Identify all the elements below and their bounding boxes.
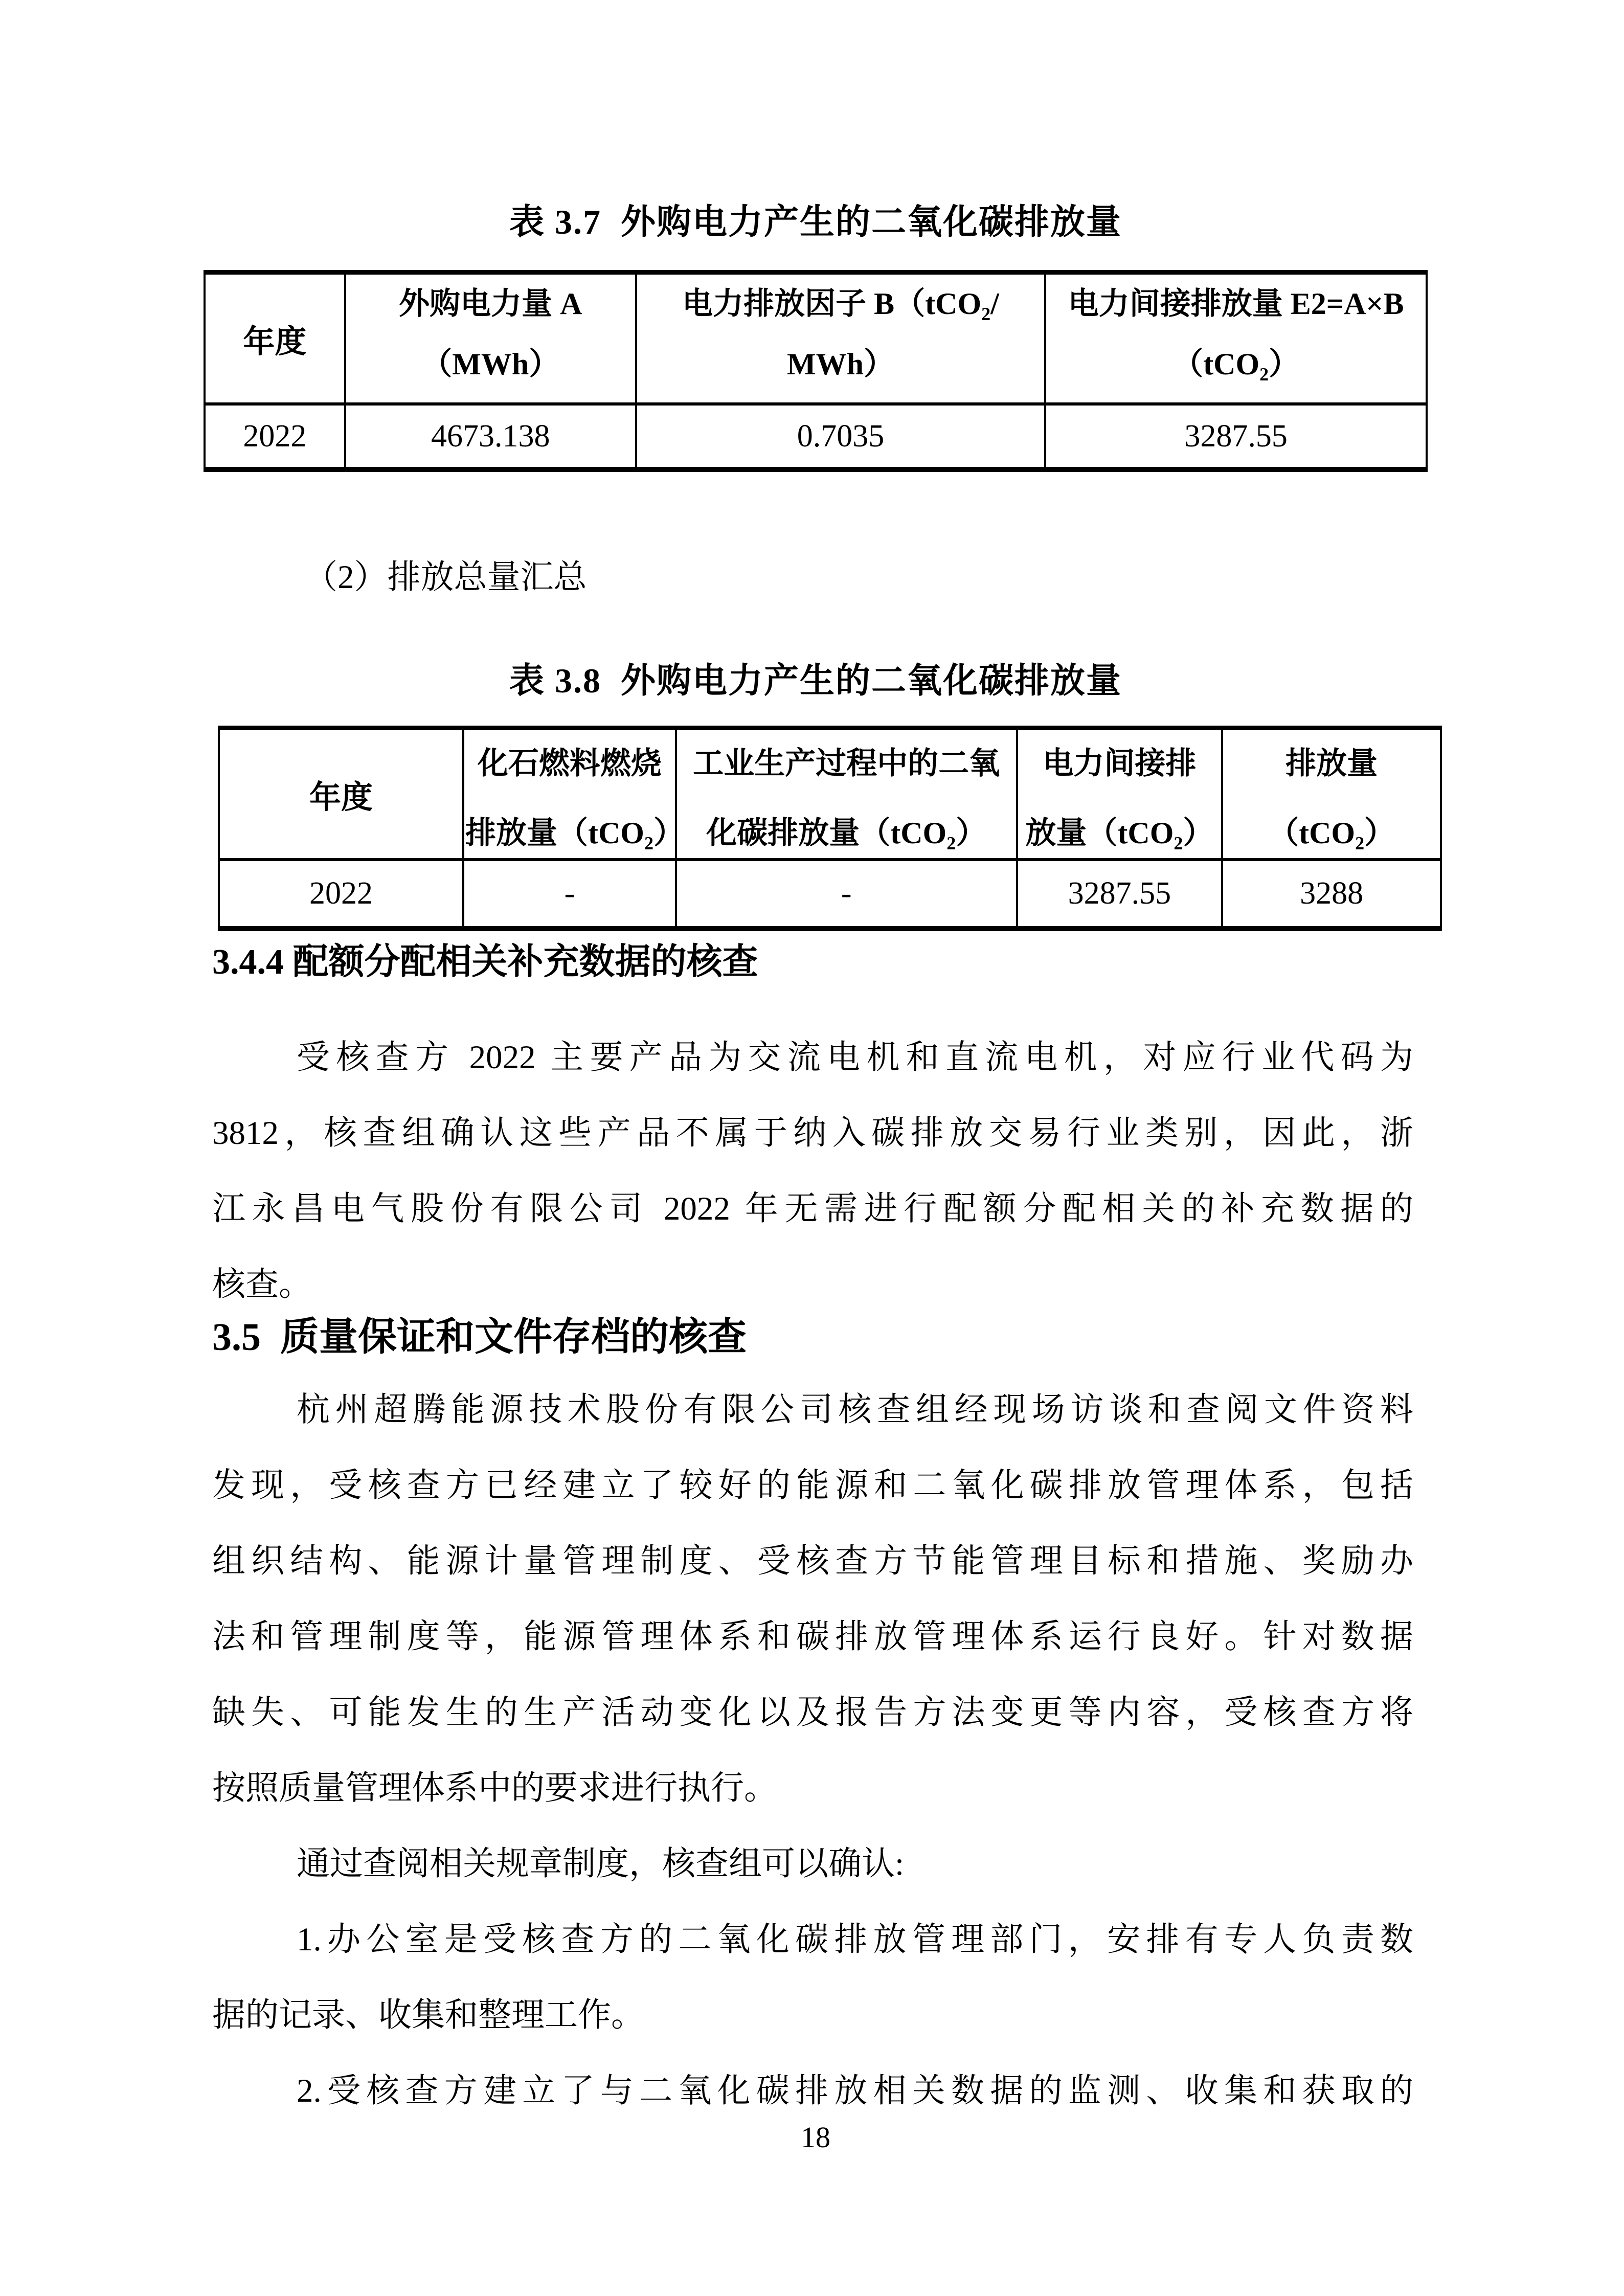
- paragraph-line: 1.办公室是受核查方的二氧化碳排放管理部门，安排有专人负责数: [297, 1921, 1413, 1958]
- cell-year: 2022: [205, 404, 345, 469]
- section-3-5-paragraph-1: [212, 1372, 1413, 1826]
- header-line: 排放量: [1285, 747, 1378, 780]
- page-number: 18: [801, 2121, 830, 2154]
- header-cell-year: [219, 728, 463, 860]
- section-3-5-list-item-1: [212, 1902, 1413, 2053]
- paragraph-line: 按照质量管理体系中的要求进行执行。: [212, 1770, 778, 1807]
- paragraph-line: 缺失、可能发生的生产活动变化以及报告方法变更等内容，受核查方将: [212, 1694, 1413, 1731]
- table-3-7-caption: 表 3.7 外购电力产生的二氧化碳排放量: [509, 202, 1122, 241]
- header-line: 外购电力量 A: [399, 287, 582, 321]
- header-line: 化石燃料燃烧: [477, 747, 662, 780]
- table-3-8-data-row: [219, 860, 1441, 929]
- header-line: 电力排放因子 B（tCO₂/: [682, 287, 999, 321]
- header-cell-purchased-electricity: [345, 273, 636, 404]
- header-line: 工业生产过程中的二氧: [693, 747, 1000, 780]
- paragraph-line: 3812，核查组确认这些产品不属于纳入碳排放交易行业类别，因此，浙: [212, 1115, 1413, 1152]
- paragraph-line: 江永昌电气股份有限公司 2022 年无需进行配额分配相关的补充数据的: [212, 1190, 1413, 1227]
- cell-total-emission: 3288: [1222, 860, 1441, 929]
- table-3-7-header-row: [205, 273, 1427, 404]
- section-3-5-heading: 3.5 质量保证和文件存档的核查: [212, 1316, 747, 1359]
- header-cell-year: [205, 273, 345, 404]
- header-label-year: 年度: [243, 324, 307, 359]
- header-line: 放量（tCO₂）: [1025, 816, 1214, 850]
- table-3-7-data-row: [205, 404, 1427, 469]
- paragraph-line: 2.受核查方建立了与二氧化碳排放相关数据的监测、收集和获取的: [297, 2073, 1413, 2109]
- cell-industrial-process-emission: -: [676, 860, 1017, 929]
- section-3-5-paragraph-2: [212, 1826, 1413, 1902]
- header-cell-total-emission: [1222, 728, 1441, 860]
- header-cell-indirect-emission: [1017, 728, 1223, 860]
- paragraph-line: 组织结构、能源计量管理制度、受核查方节能管理目标和措施、奖励办: [212, 1543, 1413, 1580]
- paragraph-line: 杭州超腾能源技术股份有限公司核查组经现场访谈和查阅文件资料: [297, 1391, 1413, 1428]
- list-item-2-label: （2）排放总量汇总: [304, 559, 587, 596]
- header-line: 化碳排放量（tCO₂）: [706, 816, 987, 850]
- cell-emission-factor: 0.7035: [636, 404, 1046, 469]
- cell-year: 2022: [219, 860, 463, 929]
- cell-indirect-emission: 3287.55: [1045, 404, 1427, 469]
- section-3-5-list-item-2: [212, 2053, 1413, 2129]
- paragraph-line: 核查。: [212, 1266, 312, 1303]
- header-line: MWh）: [786, 347, 894, 381]
- header-line: 排放量（tCO₂）: [465, 816, 684, 850]
- cell-fossil-fuel-emission: -: [463, 860, 676, 929]
- cell-indirect-emission: 3287.55: [1017, 860, 1223, 929]
- header-cell-indirect-emission: [1045, 273, 1427, 404]
- paragraph-line: 通过查阅相关规章制度，核查组可以确认:: [297, 1845, 905, 1882]
- header-line: 电力间接排放量 E2=A×B: [1068, 287, 1404, 321]
- header-line: （tCO₂）: [1268, 816, 1395, 850]
- section-3-4-4-heading: 3.4.4 配额分配相关补充数据的核查: [212, 942, 758, 982]
- section-3-4-4-paragraph: [212, 1020, 1413, 1322]
- table-3-8-header-row: [219, 728, 1441, 860]
- table-3-8: [218, 726, 1442, 931]
- header-cell-fossil-fuel-emission: [463, 728, 684, 860]
- paragraph-line: 法和管理制度等，能源管理体系和碳排放管理体系运行良好。针对数据: [212, 1618, 1413, 1655]
- header-cell-emission-factor: [636, 273, 1046, 404]
- paragraph-line: 受核查方 2022 主要产品为交流电机和直流电机，对应行业代码为: [297, 1039, 1413, 1076]
- header-line: （MWh）: [421, 347, 560, 381]
- header-cell-industrial-process-emission: [676, 728, 1017, 860]
- paragraph-line: 据的记录、收集和整理工作。: [212, 1997, 645, 2034]
- paragraph-line: 发现，受核查方已经建立了较好的能源和二氧化碳排放管理体系，包括: [212, 1467, 1413, 1504]
- table-3-8-caption: 表 3.8 外购电力产生的二氧化碳排放量: [509, 661, 1122, 700]
- header-line: 电力间接排: [1043, 747, 1197, 780]
- header-label-year: 年度: [309, 780, 373, 815]
- table-3-7: [204, 270, 1428, 472]
- cell-purchased-electricity: 4673.138: [345, 404, 636, 469]
- header-line: （tCO₂）: [1172, 347, 1300, 381]
